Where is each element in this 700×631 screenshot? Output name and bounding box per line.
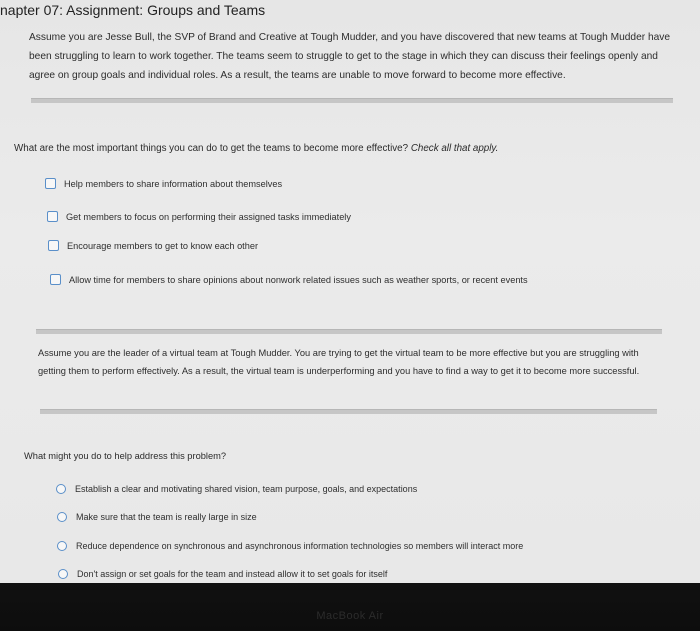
option-label: Help members to share information about themselves (64, 178, 283, 189)
question-1-prompt (14, 143, 498, 154)
option-label: Reduce dependence on synchronous and asynchronous information technologies so members will interact more (76, 541, 524, 551)
option-label: Allow time for members to share opinions about nonwork related issues such as weather sports, or recent events (69, 274, 528, 285)
checkbox-option-share-info[interactable] (45, 178, 282, 189)
intro-paragraph: Assume you are Jesse Bull, the SVP of Brand and Creative at Tough Mudder, and you have discovered that new teams at Tough Mudder have been struggling to learn to work together. The teams seem to struggle to get to the stage in which they can discuss their feelings openly and agree on group goals and individual roles. As a result, the teams are unable to move forward to become more effective. (29, 32, 671, 81)
radio-option-self-goals[interactable] (58, 569, 387, 579)
question-1-instruction: Check all that apply. (410, 143, 499, 154)
checkbox[interactable] (47, 211, 58, 222)
radio-button[interactable] (56, 484, 66, 494)
checkbox[interactable] (45, 178, 56, 189)
radio-option-large-team[interactable] (57, 512, 257, 522)
question-1-text: What are the most important things you can do to get the teams to become more effective? (14, 143, 409, 154)
radio-button[interactable] (57, 512, 67, 522)
option-label: Encourage members to get to know each other (67, 240, 259, 251)
checkbox-option-focus-tasks[interactable] (47, 211, 351, 222)
section-divider (40, 409, 657, 414)
radio-button[interactable] (57, 541, 67, 551)
scenario-paragraph: Assume you are the leader of a virtual team at Tough Mudder. You are trying to get the virtual team to be more effective but you are struggling with getting them to perform effectively. As a result, the virtual team is underperforming and you have to find a way to get it to become more successful. (38, 348, 640, 376)
checkbox-option-nonwork-opinions[interactable] (50, 274, 528, 285)
radio-button[interactable] (58, 569, 68, 579)
laptop-bezel (0, 583, 700, 631)
page-title: napter 07: Assignment: Groups and Teams (0, 2, 266, 18)
radio-option-reduce-technology[interactable] (57, 541, 523, 551)
option-label: Get members to focus on performing their assigned tasks immediately (66, 211, 351, 222)
checkbox[interactable] (50, 274, 61, 285)
brand-logo: MacBook Air (316, 610, 384, 622)
section-divider (31, 98, 673, 103)
checkbox-option-know-each-other[interactable] (48, 240, 258, 251)
question-2-prompt: What might you do to help address this problem? (24, 451, 227, 461)
option-label: Make sure that the team is really large in size (76, 512, 257, 522)
option-label: Establish a clear and motivating shared vision, team purpose, goals, and expectations (75, 484, 418, 494)
option-label: Don't assign or set goals for the team and instead allow it to set goals for itself (77, 569, 388, 579)
section-divider (36, 329, 662, 334)
radio-option-shared-vision[interactable] (56, 484, 417, 494)
checkbox[interactable] (48, 240, 59, 251)
